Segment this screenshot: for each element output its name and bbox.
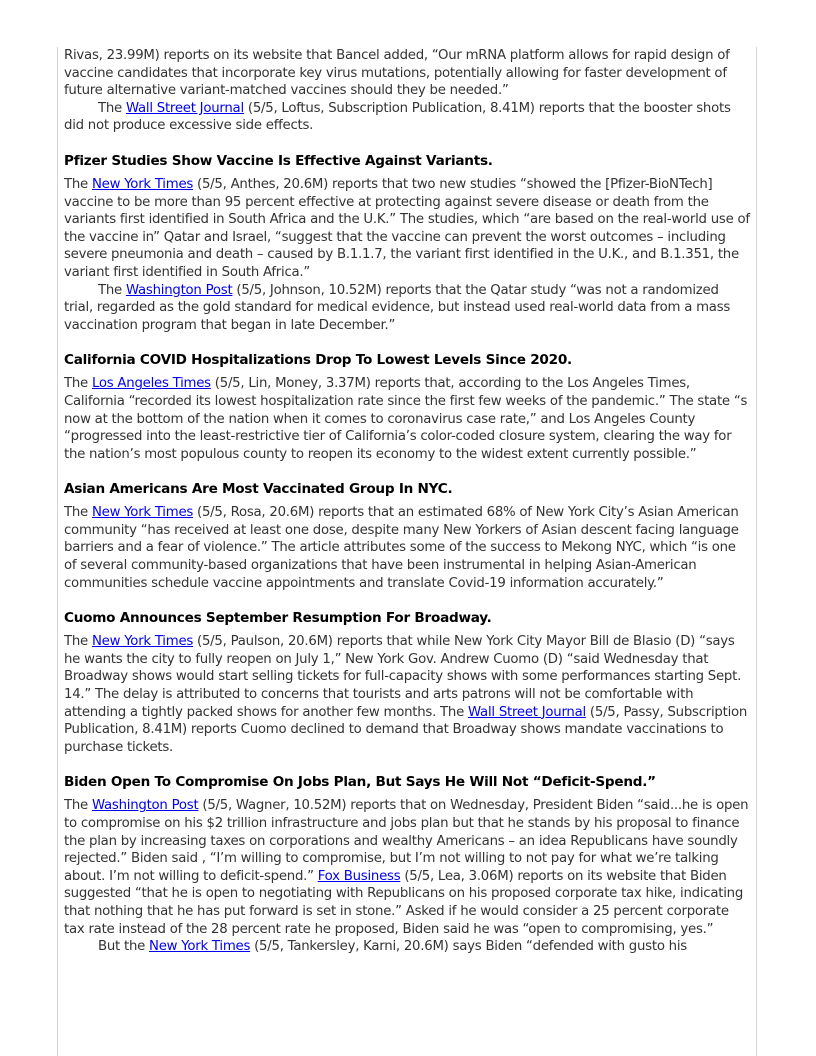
paragraph-text: The <box>64 376 92 392</box>
paragraph-text: (5/5, Tankersley, Karni, 20.6M) says Biden “defended with gusto his <box>250 939 687 955</box>
paragraph-text: The <box>64 176 92 192</box>
source-link[interactable]: Los Angeles Times <box>91 376 211 392</box>
article-headline: Pfizer Studies Show Vaccine Is Effective Against Variants. <box>64 152 493 169</box>
paragraph-text: The <box>98 100 126 116</box>
article <box>64 480 751 592</box>
article-paragraph <box>64 633 751 756</box>
paragraph-text: The <box>64 798 92 814</box>
source-link[interactable]: New York Times <box>91 176 194 192</box>
paragraph-text: But the <box>98 939 150 955</box>
paragraph-text: (5/5, Wagner, 10.52M) reports that on Wednesday, President Biden “said...he is open to compromise on his $2 trillion infrastructure and jobs plan but that he stands by his proposal to finance the plan by increasing taxes on corporations and wealthy Americans – an idea Republicans have soundly rejected.” Biden said , “I’m willing to compromise, but I’m not willing to not pay for what we’re talking about. I’m not willing to deficit-spend.” <box>64 798 749 884</box>
source-link[interactable]: New York Times <box>91 505 194 521</box>
article-paragraph <box>64 504 751 592</box>
article-paragraph <box>64 100 751 135</box>
paragraph-text: The <box>98 282 126 298</box>
paragraph-text: (5/5, Lin, Money, 3.37M) reports that, according to the Los Angeles Times, California “recorded its lowest hospitalization rate since the first few weeks of the pandemic.” The state “s now at the bottom of the nation when it comes to coronavirus case rate,” and Los Angeles County “progressed into the least-restrictive tier of California’s color-coded closure system, clearing the way for the nation’s most populous county to reopen its economy to the widest extent currently possible.” <box>64 376 748 462</box>
source-link[interactable]: New York Times <box>91 634 194 650</box>
source-link[interactable]: Wall Street Journal <box>125 100 244 116</box>
paragraph-text: The <box>64 634 92 650</box>
paragraph-text: (5/5, Paulson, 20.6M) reports that while New York City Mayor Bill de Blasio (D) “says he wants the city to fully reopen on July 1,” New York Gov. Andrew Cuomo (D) “said Wednesday that Broadway shows would start selling tickets for full-capacity shows with some performances starting Sept. 14.” The delay is attributed to concerns that tourists and arts patrons will not be comfortable with attending a tightly packed shows for another few months. The <box>64 634 742 720</box>
source-link[interactable]: Washington Post <box>91 798 199 814</box>
source-link[interactable]: New York Times <box>149 939 251 955</box>
document-page <box>57 47 757 1056</box>
paragraph-text: (5/5, Lea, 3.06M) reports on its website that Biden suggested “that he is open to negotiating with Republicans on his proposed corporate tax hike, indicating that nothing that he has put forward is set in stone.” Asked if he would consider a 25 percent corporate tax rate instead of the 28 percent rate he proposed, Biden said he was “open to compromising, yes.” <box>64 868 744 937</box>
source-link[interactable]: Washington Post <box>125 282 233 298</box>
source-link[interactable]: Fox Business <box>317 868 401 884</box>
article-headline: Asian Americans Are Most Vaccinated Group In NYC. <box>64 481 453 498</box>
article-headline: Biden Open To Compromise On Jobs Plan, But Says He Will Not “Deficit-Spend.” <box>64 774 656 791</box>
article-paragraph <box>64 938 751 956</box>
article <box>64 351 751 463</box>
paragraph-text: (5/5, Johnson, 10.52M) reports that the Qatar study “was not a randomized trial, regarded as the gold standard for medical evidence, but instead used real-world data from a mass vaccination program that began in late December.” <box>64 282 731 333</box>
paragraph-text: (5/5, Passy, Subscription Publication, 8.41M) reports Cuomo declined to demand that Broadway shows mandate vaccinations to purchase tickets. <box>64 704 748 755</box>
article <box>64 773 751 955</box>
article <box>64 609 751 756</box>
article-headline: California COVID Hospitalizations Drop To Lowest Levels Since 2020. <box>64 352 572 369</box>
article <box>64 152 751 334</box>
paragraph-text: (5/5, Anthes, 20.6M) reports that two new studies “showed the [Pfizer-BioNTech] vaccine to be more than 95 percent effective at protecting against severe disease or death from the variants first identified in South Africa and the U.K.” The studies, which “are based on the real-world use of the vaccine in” Qatar and Israel, “suggest that the vaccine can prevent the worst outcomes – including severe pneumonia and death – caused by B.1.1.7, the variant first identified in the U.K., and B.1.351, the variant first identified in South Africa.” <box>64 176 750 280</box>
paragraph-text: (5/5, Loftus, Subscription Publication, 8.41M) reports that the booster shots did not produce excessive side effects. <box>64 100 731 134</box>
article <box>64 47 751 135</box>
article-headline: Cuomo Announces September Resumption For Broadway. <box>64 610 492 627</box>
paragraph-text: Rivas, 23.99M) reports on its website that Bancel added, “Our mRNA platform allows for rapid design of vaccine candidates that incorporate key virus mutations, potentially allowing for faster development of future alternative variant-matched vaccines should they be needed.” <box>64 48 730 99</box>
paragraph-text: The <box>64 505 92 521</box>
article-paragraph <box>64 47 751 100</box>
source-link[interactable]: Wall Street Journal <box>468 704 586 720</box>
article-paragraph <box>64 282 751 335</box>
news-brief-content <box>64 47 751 956</box>
article-paragraph <box>64 797 751 938</box>
article-paragraph <box>64 375 751 463</box>
paragraph-text: (5/5, Rosa, 20.6M) reports that an estimated 68% of New York City’s Asian American community “has received at least one dose, despite many New Yorkers of Asian descent facing language barriers and a fear of violence.” The article attributes some of the success to Mekong NYC, which “is one of several community-based organizations that have been instrumental in helping Asian-American communities schedule vaccine appointments and translate Covid-19 information accurately.” <box>64 505 739 591</box>
article-paragraph <box>64 176 751 282</box>
